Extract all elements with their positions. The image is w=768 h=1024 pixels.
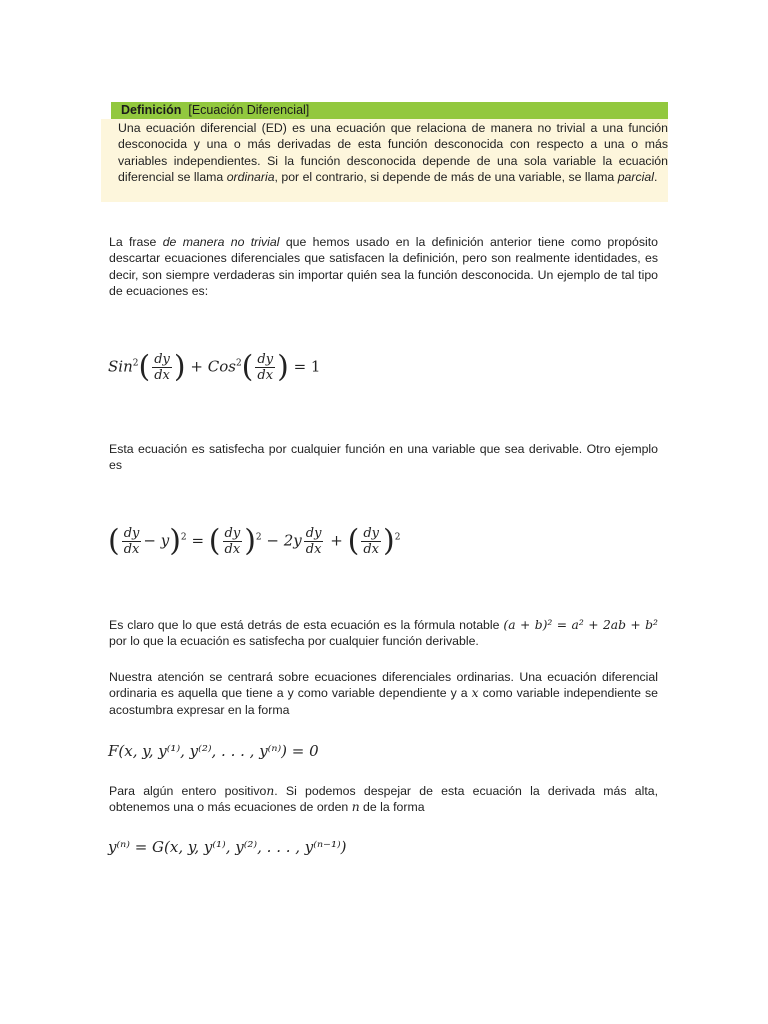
eq1-sin: Sin: [108, 357, 133, 376]
eq2-den-2: dx: [224, 542, 241, 557]
paragraph-3-start: Es claro que lo que está detrás de esta ecuación es la fórmula notable: [109, 618, 500, 632]
eq2-num-2: dy: [224, 526, 241, 541]
paragraph-3-formula: (a + b)² = a² + 2ab + b²: [503, 618, 658, 632]
eq1-rhs: = 1: [293, 357, 321, 376]
eq2-den-3: dx: [305, 542, 322, 557]
eq1-plus: +: [190, 357, 203, 376]
eq2-plus: +: [330, 531, 343, 550]
equation-general-form: F(x, y, y⁽¹⁾, y⁽²⁾, . . . , y⁽ⁿ⁾) = 0: [108, 742, 319, 760]
eq1-fraction-1: [152, 352, 172, 383]
paragraph-example: Esta ecuación es satisfecha por cualquier función en una variable que sea derivable. Otro ejemplo es: [109, 442, 658, 473]
paragraph-notable-formula: [109, 617, 658, 650]
paragraph-5-mid: . Si podemos despejar de esta ecuación la derivada más alta, obtenemos una o más ecuaciones de orden: [109, 784, 658, 815]
definition-term-parcial: parcial: [617, 170, 654, 185]
definition-title-bold: Definición: [121, 103, 182, 117]
definition-text-1: Una ecuación diferencial (ED) es una ecuación que relaciona de manera no trivial a una función desconocida y una o más derivadas de esta función desconocida con respecto a una o más variables independientes. Si la función desconocida depende de una sola variable la ecuación diferencial se llama: [118, 121, 668, 185]
definition-box: [101, 102, 668, 202]
eq1-den-1: dx: [154, 368, 170, 383]
paragraph-3-rest: por lo que la ecuación es satisfecha por cualquier función derivable.: [109, 634, 479, 649]
eq2-exp-1: 2: [180, 532, 187, 543]
eq1-num-2: dy: [257, 352, 274, 367]
paragraph-5-var2: n: [351, 800, 360, 815]
eq2-num-4: dy: [363, 526, 379, 541]
definition-text-3: .: [653, 170, 658, 185]
eq1-num-1: dy: [154, 352, 170, 367]
definition-title-rest: [Ecuación Diferencial]: [188, 103, 310, 117]
eq1-cos: Cos: [207, 357, 236, 376]
paragraph-trivial: [109, 234, 658, 300]
eq2-fraction-1: [122, 526, 142, 557]
equation-binomial: ( $\frac{dy}{dx}$ − y)$^2$ = ( $\frac{dy}{dx}$ )$^2$ − 2y $\frac{dy}{dx}$ + ( $\frac{dy}{dx}$ )$^2$: [108, 523, 401, 559]
eq1-exp-2: 2: [235, 358, 242, 369]
definition-body: [118, 120, 668, 186]
eq2-num-1: dy: [123, 526, 140, 541]
paragraph-normal-form: [109, 783, 658, 816]
paragraph-4-rest: como variable independiente se acostumbra expresar en la forma: [109, 686, 658, 717]
eq2-equals: =: [191, 531, 205, 550]
paragraph-5-rest: de la forma: [363, 800, 425, 815]
definition-term-ordinaria: ordinaria: [226, 170, 275, 185]
paragraph-5-start: Para algún entero positivo: [109, 784, 267, 798]
eq2-fraction-4: [361, 526, 381, 557]
paragraph-4-var: x: [471, 686, 479, 701]
definition-text-2: , por el contrario, si depende de más de una variable, se llama: [274, 170, 615, 185]
paragraph-1-italic: de manera no trivial: [162, 235, 280, 249]
eq2-den-1: dx: [123, 542, 140, 557]
eq2-exp-3: 2: [394, 532, 401, 543]
paragraph-1-rest: que hemos usado en la definición anterior tiene como propósito descartar ecuaciones diferenciales que satisfacen la definición, pero son realmente identidades, es decir, son siempre verdaderas sin importar quién sea la función desconocida. Un ejemplo de tal tipo de ecuaciones es:: [109, 235, 658, 299]
eq1-exp-1: 2: [132, 358, 139, 369]
eq1-den-2: dx: [257, 368, 274, 383]
paragraph-1-start: La frase: [109, 235, 157, 249]
eq2-exp-2: 2: [255, 532, 262, 543]
paragraph-ordinary: [109, 669, 658, 718]
equation-normal-form: y⁽ⁿ⁾ = G(x, y, y⁽¹⁾, y⁽²⁾, . . . , y⁽ⁿ⁻¹⁾): [108, 838, 347, 856]
definition-title: [121, 102, 309, 119]
eq1-fraction-2: [255, 352, 275, 383]
definition-marker: [101, 102, 115, 119]
eq2-fraction-2: [223, 526, 243, 557]
eq2-minus-y: − y: [143, 531, 170, 550]
equation-identity: Sin$^2$( $\frac{dy}{dx}$ ) + Cos$^2$( $\frac{dy}{dx}$ ) = 1: [108, 349, 321, 385]
eq2-minus-2y: − 2y: [266, 531, 302, 550]
paragraph-4-start: Nuestra atención se centrará sobre ecuaciones diferenciales ordinarias. Una ecuación diferencial ordinaria es aquella que tiene a y como variable dependiente y a: [109, 670, 658, 701]
eq2-num-3: dy: [305, 526, 322, 541]
eq2-den-4: dx: [363, 542, 379, 557]
eq2-fraction-3: [304, 526, 324, 557]
paragraph-5-var: n: [266, 784, 275, 798]
